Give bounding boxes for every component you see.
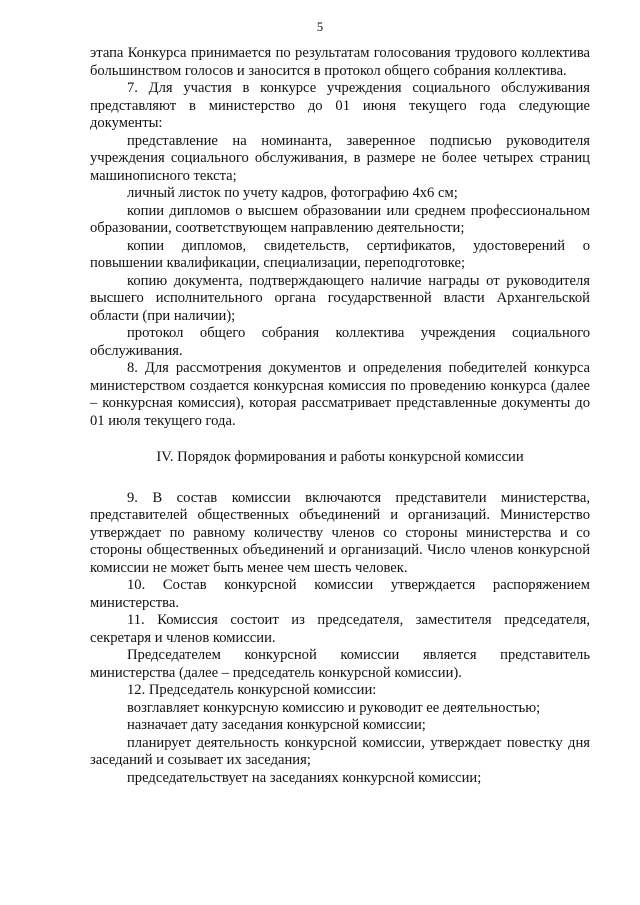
paragraph: 10. Состав конкурсной комиссии утверждается распоряжением министерства. — [90, 577, 590, 611]
paragraph: 8. Для рассмотрения документов и определения победителей конкурса министерством создается конкурсная комиссия по проведению конкурса (далее – конкурсная комиссия), которая рассматривает представленные документы до 01 июля текущего года. — [90, 360, 590, 429]
paragraph: этапа Конкурса принимается по результатам голосования трудового коллектива большинством голосов и заносится в протокол общего собрания коллектива. — [90, 45, 590, 79]
paragraph: копии дипломов о высшем образовании или среднем профессиональном образовании, соответствующем направлению деятельности; — [90, 202, 590, 236]
paragraphs-after-heading — [90, 490, 590, 788]
paragraph: 12. Председатель конкурсной комиссии: — [127, 682, 377, 698]
section-heading: IV. Порядок формирования и работы конкурсной комиссии — [156, 449, 524, 465]
paragraph: планирует деятельность конкурсной комиссии, утверждает повестку дня заседаний и созывает их заседания; — [90, 734, 590, 768]
paragraph: Председателем конкурсной комиссии является представитель министерства (далее – председатель конкурсной комиссии). — [90, 647, 590, 681]
paragraph: 9. В состав комиссии включаются представители министерства, представителей общественных объединений и организаций. Министерство утверждает по равному количеству членов со стороны министерства и со стороны общественных объединений и организаций. Число членов конкурсной комиссии не может быть менее чем шесть человек. — [90, 489, 590, 576]
paragraph: личный листок по учету кадров, фотографию 4x6 см; — [127, 185, 458, 201]
page-number: 5 — [316, 20, 324, 34]
paragraph: назначает дату заседания конкурсной комиссии; — [127, 717, 426, 733]
paragraph: протокол общего собрания коллектива учреждения социального обслуживания. — [90, 325, 590, 359]
paragraph: 7. Для участия в конкурсе учреждения социального обслуживания представляют в министерство до 01 июня текущего года следующие документы: — [90, 80, 590, 131]
paragraphs-before-heading — [90, 45, 590, 430]
paragraph: возглавляет конкурсную комиссию и руководит ее деятельностью; — [127, 699, 541, 716]
paragraph: копию документа, подтверждающего наличие награды от руководителя высшего исполнительного органа государственной власти Архангельской области (при наличии); — [90, 272, 590, 324]
paragraph: представление на номинанта, заверенное подписью руководителя учреждения социального обслуживания, в размере не более четырех страниц машинописного текста; — [90, 132, 590, 184]
document-body — [90, 45, 590, 787]
paragraph: копии дипломов, свидетельств, сертификатов, удостоверений о повышении квалификации, специализации, переподготовке; — [90, 237, 590, 271]
paragraph: 11. Комиссия состоит из председателя, заместителя председателя, секретаря и членов комиссии. — [90, 612, 590, 646]
paragraph: председательствует на заседаниях конкурсной комиссии; — [127, 769, 482, 786]
